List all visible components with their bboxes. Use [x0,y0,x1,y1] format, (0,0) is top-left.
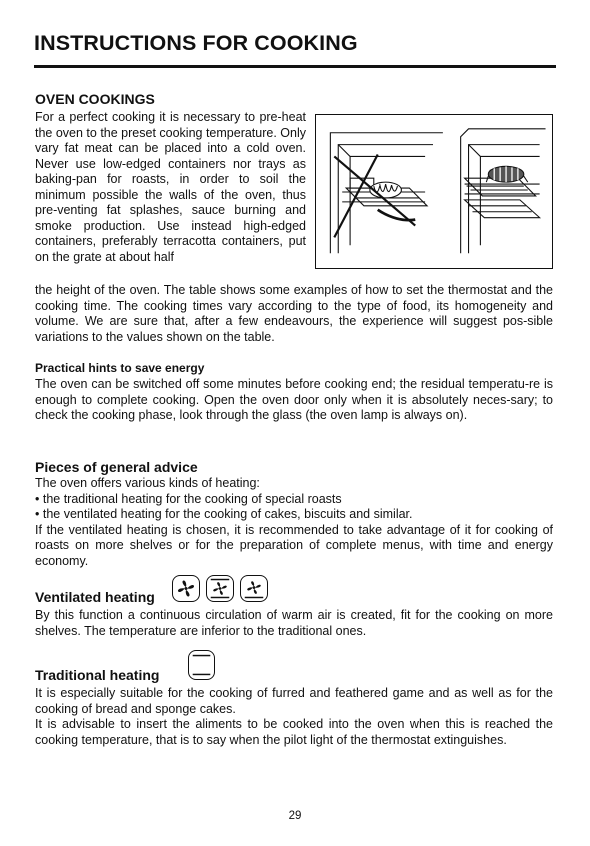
practical-hints-heading: Practical hints to save energy [35,361,205,375]
oven-cookings-heading: OVEN COOKINGS [35,91,155,107]
bullet-traditional-heating: • the traditional heating for the cooking of special roasts [35,491,342,506]
top-bottom-heat-icon [188,650,215,680]
traditional-heating-text-1: It is especially suitable for the cooking of furred and feathered game and as well as for the cooking of bread and sponge cakes. [35,686,553,716]
general-advice-intro: The oven offers various kinds of heating: [35,476,260,490]
ventilated-heating-heading: Ventilated heating [35,589,155,605]
page-number: 29 [288,810,302,822]
traditional-heating-heading: Traditional heating [35,667,160,683]
practical-hints-text: The oven can be switched off some minutes before cooking end; the residual temperatu-re is enough to complete cooking. Open the oven door only when it is absolutely neces-sary; to check the cooking phase, look through the glass (the oven lamp is always on). [35,377,553,422]
ventilated-heating-text: By this function a continuous circulation of warm air is created, fit for the cooking on more shelves. The temperature are inferior to the traditional ones. [35,608,553,638]
correct-roasting-illustration [461,129,546,253]
fan-bottom-icon [240,575,268,602]
fan-top-bottom-icon [206,575,234,602]
oven-cookings-text: For a perfect cooking it is necessary to pre-heat the oven to the preset cooking temperature. Only vary fat meat can be placed into a cold oven. Never use low-edged containers nor trays as baking-pan for roasts, in order to soil the minimum possible the walls of the oven, thus pre-venting fat splashes, sauce burning and smoke production. Use instead high-edged containers, preferably terracotta containers, put on the grate at about half [35,110,306,264]
general-advice-heading: Pieces of general advice [35,459,198,475]
oven-illustration [315,114,553,269]
general-advice-text: If the ventilated heating is chosen, it is recommended to take advantage of it for cooking of roasts on more shelves or for the preparation of complete menus, with time and energy economy. [35,522,553,568]
fan-icon [172,575,200,602]
title-rule [34,65,556,68]
page-title: INSTRUCTIONS FOR COOKING [34,31,358,55]
oven-cookings-continued-text: the height of the oven. The table shows some examples of how to set the thermostat and the cooking time. The cooking times vary according to the type of food, its homogeneity and volume. We are sure that, after a few endeavours, the experience will suggest pos-sible variations to the values shown on the table. [35,283,553,344]
traditional-heating-text-2: It is advisable to insert the aliments to be cooked into the oven when this is reached the cooking temperature, that is to say when the pilot light of the thermostat extinguishes. [35,717,553,747]
wrong-roasting-illustration [330,133,443,253]
bullet-ventilated-heating: • the ventilated heating for the cooking of cakes, biscuits and similar. [35,507,413,521]
